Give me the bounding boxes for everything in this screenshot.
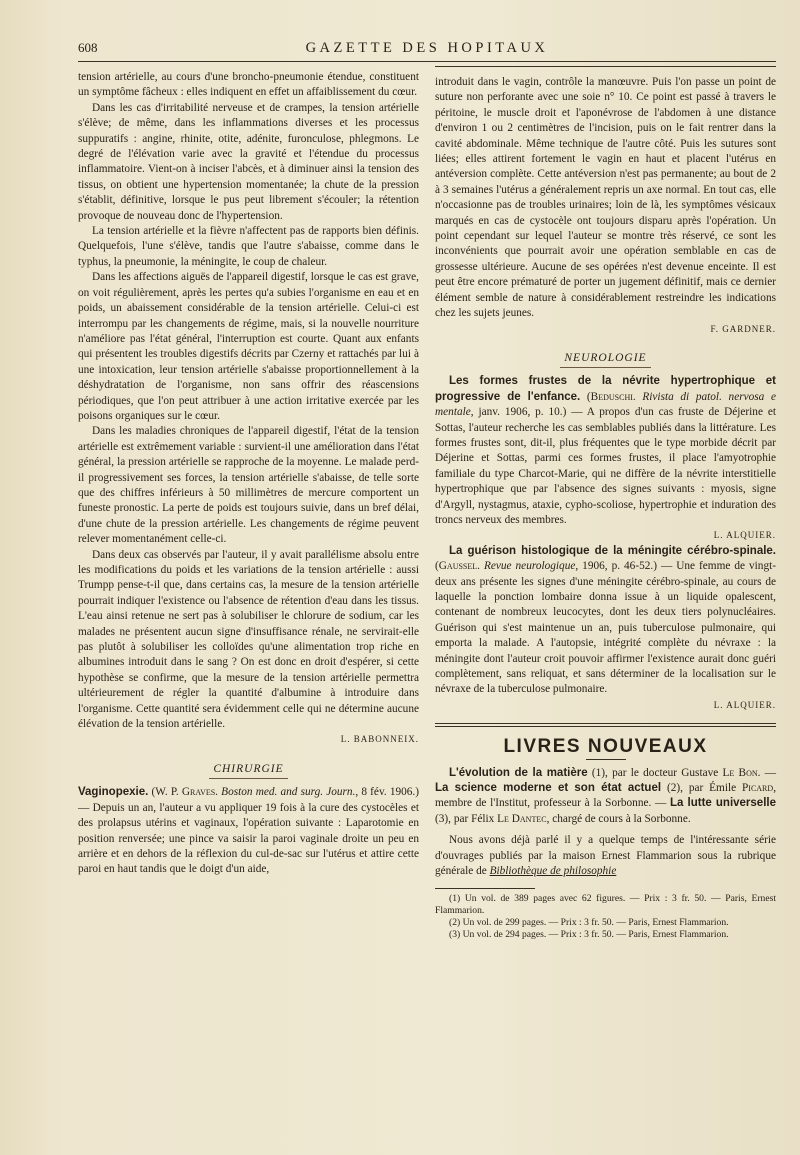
text: , chargé de cours à la Sorbonne. [546, 812, 691, 825]
article-title: Les formes frustes de la névrite hypertrophique et progressive de l'enfance. [435, 375, 776, 403]
article-title: Vaginopexie. [78, 786, 149, 799]
divider [435, 66, 776, 67]
article-title: La guérison histologique de la méningite cérébro-spinale. [449, 544, 776, 557]
signature: L. ALQUIER. [713, 530, 776, 541]
book-list [435, 766, 776, 828]
book-author: Le Bon. [722, 766, 761, 779]
text: — [760, 766, 776, 779]
section-rubric [78, 762, 419, 779]
section-heading: LIVRES NOUVEAUX [503, 736, 708, 758]
article-journal: Boston med. and surg. Journ. [221, 786, 356, 799]
article-text: , 1906, p. 46-52.) — Une femme de vingt-deux ans présente les signes d'une méningite cérébro-spinale, au cours de laquelle la ponction lombaire donna issue à un liquide opalescent, contenant de nombreux leucocytes, dont les deux tiers polynucléaires. Guérison qui s'est maintenue un an, puis tuberculose pulmonaire, qui emporta la malade. A l'autopsie, intégrité complète du névraxe : la méningite dont l'auteur croit pouvoir affirmer l'existence aurait donc guéri complètement, sans reliquat, et sans déterminer de la localisation sur le névraxe de la tuberculose pulmonaire. [435, 560, 776, 696]
divider [586, 759, 626, 760]
right-column [435, 70, 776, 941]
article-journal: Rivista di patol. nervosa e mentale [435, 390, 776, 419]
book-author: Picard [742, 782, 774, 795]
article-text: , 8 fév. 1906.) — Depuis un an, l'auteur a vu appliquer 19 fois à la cure des cystocèles et des prolapsus utérins et vaginaux, l'opération suivante : Laparotomie en position renversée; une pince va saisir la paroi vaginale droite un peu en arrière et en dehors de la réflexion du cul-de-sac sur l'utérus et attire cette paroi en haut tandis que le doigt d'un aide, [78, 786, 420, 876]
two-column-body [78, 70, 776, 941]
footnote: (3) Un vol. de 294 pages. — Prix : 3 fr. 50. — Paris, Ernest Flammarion. [449, 928, 729, 940]
left-column [78, 70, 419, 941]
paragraph: tension artérielle, au cours d'une broncho-pneumonie étendue, constituent un symptôme fâcheux : elles indiquent en effet un affaiblissement du cœur. [78, 71, 419, 99]
section-rubric [435, 351, 776, 368]
signature: F. GARDNER. [710, 323, 776, 334]
signature: L. BABONNEIX. [340, 734, 419, 745]
text: (2), par Émile [661, 782, 742, 795]
article-author: (W. P. Graves. [151, 786, 219, 799]
book-title: La science moderne et son état actuel [435, 782, 662, 795]
page-header [78, 40, 776, 62]
footnote: (1) Un vol. de 389 pages avec 62 figures. — Prix : 3 fr. 50. — Paris, Ernest Flammarion. [435, 892, 776, 916]
article-journal: Revue neurologique [483, 560, 576, 573]
article-text: , janv. 1906, p. 10.) — A propos d'un cas fruste de Déjerine et Sottas, l'auteur recherche les cas semblables publiés dans la littérature. Les formes frustes sont, dit-il, plus fréquentes que le type morbide décrit par Déjerine et Sottas, parmi ces formes frustes, il place l'amyotrophie familiale du type Charcot-Marie, qui ne diffère de la névrite interstitielle hypertrophique que par l'absence des signes suivants : myosis, signe d'Argyll, nystagmus, ataxie, cypho-scoliose, hypertrophie et induration des troncs nerveux des membres. [435, 406, 776, 526]
footnote: (2) Un vol. de 299 pages. — Prix : 3 fr. 50. — Paris, Ernest Flammarion. [449, 916, 729, 928]
paragraph: Dans les cas d'irritabilité nerveuse et de crampes, la tension artérielle s'élève; de même, dans les inflammations diverses et les processus suppuratifs : angine, rhinite, otite, adénite, furonculose, phlegmons. Le degré de l'élévation varie avec la gravité et l'étendue du processus inflammatoire. Vient-on à inciser l'abcès, et à diminuer ainsi la tension des tissus, on obtient une hypertension momentanée; la chute de la pression s'établit, définitive, lorsque le pus peut librement s'écouler; la rétention provoque de nouveau donc de l'hypertension. [78, 101, 419, 222]
rubric-label: NEUROLOGIE [560, 351, 650, 368]
article-author: (Gaussel. [435, 560, 480, 573]
footnote-divider [435, 888, 535, 889]
signature: L. ALQUIER. [713, 699, 776, 710]
paragraph: La tension artérielle et la fièvre n'affectent pas de rapports bien définis. Quelquefois, l'une s'élève, tandis que l'autre s'abaisse, comme dans le typhus, la pneumonie, la méningite, le coup de chaleur. [78, 225, 419, 268]
paragraph: Dans les affections aiguës de l'appareil digestif, lorsque le cas est grave, on voit régulièrement, après les pertes qu'a subies l'organisme en eau et en poids, un abaissement considérable de la tension artérielle. Celui-ci est interrompu par les changements de régime, mais, si la nouvelle nourriture n'améliore pas l'état général, l'interruption est courte. Quant aux enfants qui présentent les troubles digestifs décrits par Czerny et rattachés par lui à une intoxication, leur tension artérielle s'abaisse proportionnellement à la déshydratation de l'organisme, non sans offrir des réascensions périodiques, que l'on peut attribuer à une action irritative exercée par les poisons organiques sur le cœur. [78, 271, 419, 422]
article [435, 544, 776, 698]
book-title: L'évolution de la matière [449, 766, 588, 779]
book-author: Le Dantec [497, 812, 547, 825]
text: Nous avons déjà parlé il y a quelque temps de l'intéressante série d'ouvrages publiés par la maison Ernest Flammarion sous la rubrique générale de [435, 834, 776, 878]
paragraph [435, 833, 776, 879]
page-number: 608 [78, 40, 98, 55]
text: , membre de l'Institut, professeur à la Sorbonne. — [435, 782, 777, 810]
book-title: La lutte universelle [670, 797, 776, 810]
paragraph: introduit dans le vagin, contrôle la manœuvre. Puis l'on passe un point de suture non perforante avec une soie n° 10. Ce point est passé à travers le péritoine, le muscle droit et l'aponévrose de l'abdomen à une distance d'environ 1 ou 2 centimètres de l'incision, puis on le fait rentrer dans la cavité abdominale. Même technique de l'autre côté. Puis les sutures sont liées; elles attirent fortement le vagin en haut et placent l'utérus en antéversion complète. Cette antéversion n'est pas permanente; au bout de 2 à 3 semaines l'utérus a généralement repris un axe normal. En tout cas, elle n'occasionne pas de troubles urinaires; loin de là, les symptômes vésicaux marqués en cas de cystocèle ont toujours disparu après l'opération. Un point cependant sur lequel l'auteur se montre très réservé, ce sont les inconvénients que pourrait avoir une opération semblable en cas de grossesse ultérieure. Aucune de ses opérées n'est devenue enceinte. Il est peut être encore prématuré de porter un jugement définitif, mais ce dernier élément semble de nature à considérablement restreindre les indications chez les sujets jeunes. [435, 76, 776, 320]
article [78, 785, 419, 877]
journal-title: GAZETTE DES HOPITAUX [305, 40, 549, 56]
rubric-label: CHIRURGIE [209, 762, 287, 779]
article-author: (Beduschi. [586, 390, 636, 403]
text: (1), par le docteur Gustave [587, 766, 723, 779]
paragraph: Dans deux cas observés par l'auteur, il y avait parallélisme absolu entre les modifications du poids et les variations de la tension artérielle : aussi Trumpp pense-t-il que, dans certains cas, la mesure de la tension artérielle pourrait indiquer l'existence ou l'absence de rétention d'eau dans les tissus. L'eau ainsi retenue ne sert pas à solubiliser le chlorure de sodium, car les malades ne présentent aucun signe d'insuffisance rénale, ne servirait-elle pas plutôt à solubiliser les colloïdes qu'une alimentation trop riche en albumines introduit dans le sang ? On est donc en droit d'espérer, si cette hypothèse se confirme, que la mesure de la tension artérielle permettra ultérieurement de régler la quantité d'albumine à introduire dans l'organisme. Cette quantité sera évidemment celle qui ne détermine aucune élévation de la tension artérielle. [78, 548, 419, 731]
text: (3), par Félix [435, 812, 498, 825]
article [435, 374, 776, 528]
paragraph: Dans les maladies chroniques de l'appareil digestif, l'état de la tension artérielle est extrêmement variable : survient-il une amélioration dans l'état général, la pression artérielle se rapproche de la moyenne. Le malade perd-il progressivement ses forces, la tension artérielle s'abaisse, de telle sorte que des chiffres inférieurs à 50 millimètres de mercure comportent un funeste pronostic. La perte de poids est toujours suivie, dans un bref délai, d'une chute de la pression artérielle. Les changements de régime peuvent relever momentanément celle-ci. [78, 425, 419, 546]
series-title: Bibliothèque de philosophie [489, 865, 617, 878]
section-divider [435, 723, 776, 727]
